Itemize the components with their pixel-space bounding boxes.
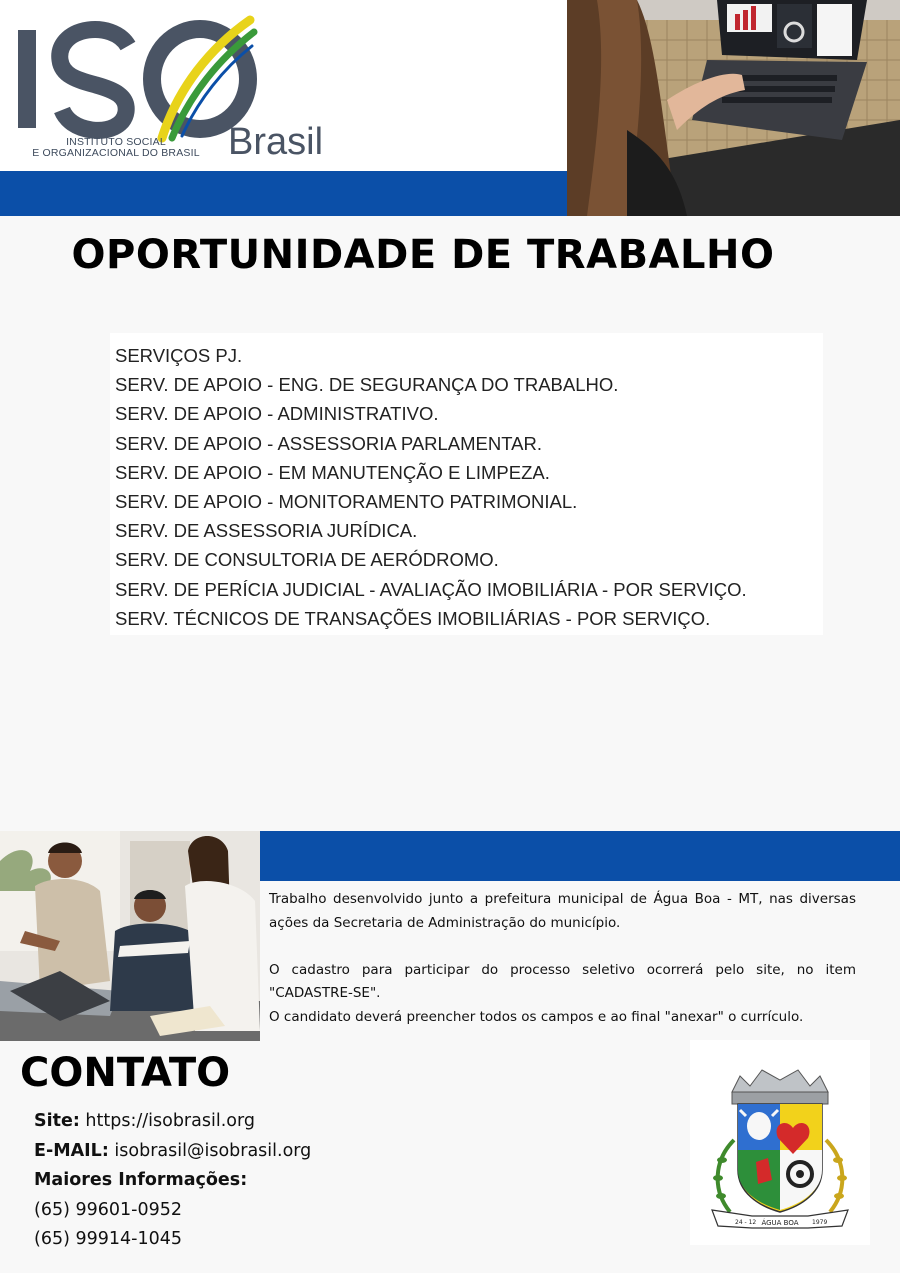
description-paragraph: O cadastro para participar do processo seletivo ocorrerá pelo site, no item "CADASTRE-SE". [269, 961, 856, 1001]
header-blue-band [0, 171, 567, 216]
crest-left-number: 24 - 12 [735, 1219, 757, 1226]
list-item: SERV. DE APOIO - MONITORAMENTO PATRIMONIAL. [115, 491, 578, 513]
email-label: E-MAIL: [34, 1140, 109, 1161]
contact-site [34, 1107, 311, 1137]
services-list [110, 333, 823, 635]
list-item: SERV. DE ASSESSORIA JURÍDICA. [115, 520, 418, 542]
logo-subtitle-line1: INSTITUTO SOCIAL [66, 136, 166, 148]
list-item: SERV. DE APOIO - ASSESSORIA PARLAMENTAR. [115, 432, 543, 454]
list-item: SERV. DE APOIO - ENG. DE SEGURANÇA DO TRABALHO. [115, 374, 619, 396]
logo-brasil-word: Brasil [228, 121, 324, 163]
logo-subtitle [16, 137, 216, 159]
job-description [269, 888, 856, 1029]
contact-heading: CONTATO [20, 1050, 231, 1096]
page-title: OPORTUNIDADE DE TRABALHO [71, 232, 775, 278]
list-item: SERVIÇOS PJ. [115, 345, 243, 366]
phone-number[interactable]: (65) 99601-0952 [34, 1199, 183, 1220]
description-paragraph: O candidato deverá preencher todos os campos e ao final "anexar" o currículo. [269, 1008, 804, 1025]
team-photo [0, 831, 260, 1041]
crest-banner-text: ÁGUA BOA [761, 1219, 799, 1227]
list-item: SERV. DE PERÍCIA JUDICIAL - AVALIAÇÃO IMOBILIÁRIA - POR SERVIÇO. [115, 578, 747, 600]
more-info-label: Maiores Informações: [34, 1170, 248, 1190]
site-link[interactable]: https://isobrasil.org [79, 1111, 255, 1131]
logo-subtitle-line2: E ORGANIZACIONAL DO BRASIL [32, 147, 200, 159]
site-label: Site: [34, 1111, 80, 1131]
municipal-crest-icon [690, 1040, 870, 1245]
contact-email [34, 1137, 311, 1167]
contact-list [34, 1107, 311, 1255]
email-link[interactable]: isobrasil@isobrasil.org [108, 1140, 312, 1161]
header-logo-area [0, 0, 567, 171]
phone-number[interactable]: (65) 99914-1045 [34, 1229, 183, 1249]
crest-right-number: 1979 [812, 1219, 828, 1226]
bottom-blue-band [260, 831, 900, 881]
laptop-photo [567, 0, 900, 216]
description-paragraph: Trabalho desenvolvido junto a prefeitura municipal de Água Boa - MT, nas diversas ações da Secretaria de Administração do município. [269, 891, 856, 931]
list-item: SERV. DE APOIO - EM MANUTENÇÃO E LIMPEZA. [115, 461, 550, 483]
list-item: SERV. DE CONSULTORIA DE AERÓDROMO. [115, 549, 499, 571]
list-item: SERV. TÉCNICOS DE TRANSAÇÕES IMOBILIÁRIAS - POR SERVIÇO. [115, 607, 711, 629]
list-item: SERV. DE APOIO - ADMINISTRATIVO. [115, 403, 439, 425]
